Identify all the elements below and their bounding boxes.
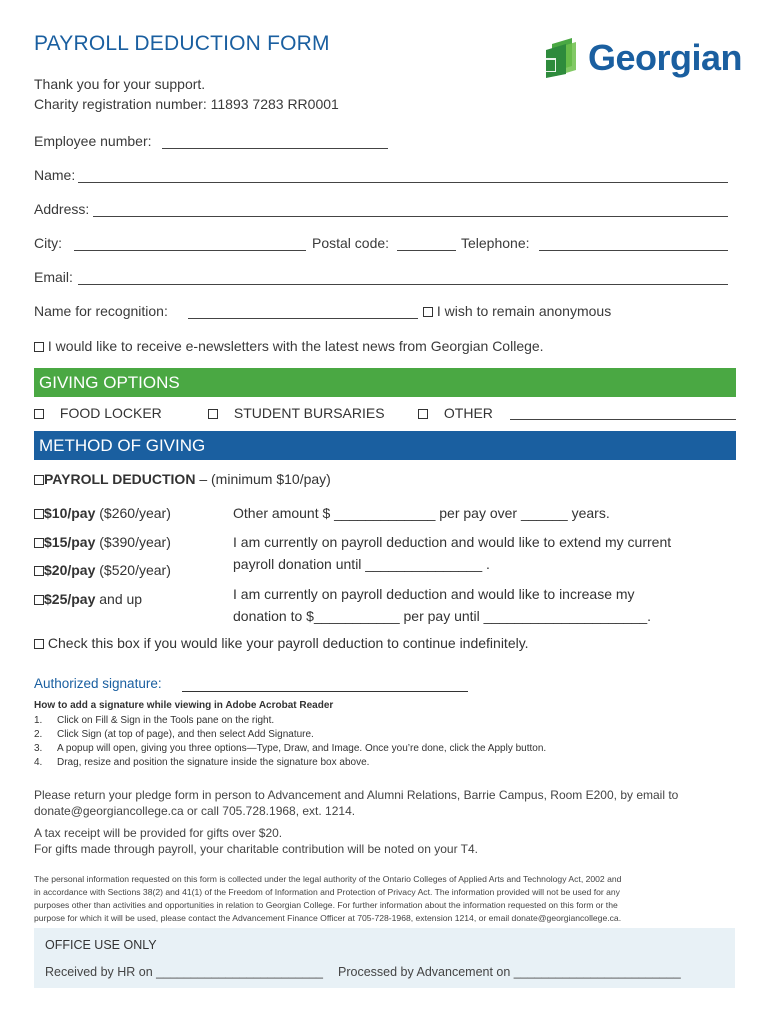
processed-by-advancement[interactable]: Processed by Advancement on ________________________ [338, 965, 681, 979]
twentyfive-and-up: and up [95, 591, 143, 607]
increase-text-line2[interactable]: donation to $___________ per pay until _____________________. [233, 608, 652, 624]
georgian-logo [542, 34, 742, 86]
howto-step-3 [34, 742, 547, 756]
bursaries-label: STUDENT BURSARIES [233, 405, 385, 421]
other-field[interactable] [510, 419, 736, 420]
fifteen-per-pay-label: $15/pay [44, 534, 96, 550]
step-number: 1. [34, 715, 43, 726]
indefinite-label: Check this box if you would like your payroll deduction to continue indefinitely. [47, 635, 529, 651]
payroll-minimum-text: – (minimum $10/pay) [195, 471, 331, 487]
step-number: 4. [34, 757, 43, 768]
postal-code-label: Postal code: [312, 235, 390, 251]
privacy-line3: purposes other than activities and opportunities in relation to Georgian College. For further information about the information requested on this form or the [34, 900, 618, 910]
return-info-line2: donate@georgiancollege.ca or call 705.728.1968, ext. 1214. [34, 804, 356, 818]
fifteen-per-pay-checkbox[interactable] [34, 538, 44, 548]
address-label: Address: [34, 201, 90, 217]
ten-per-pay-year: ($260/year) [95, 505, 171, 521]
fifteen-per-pay-option[interactable] [34, 534, 171, 550]
newsletter-checkbox[interactable] [34, 342, 44, 352]
step-text: A popup will open, giving you three options—Type, Draw, and Image. Once you’re done, click the Apply button. [57, 743, 547, 754]
recognition-field[interactable] [188, 318, 418, 319]
twenty-per-pay-year: ($520/year) [95, 562, 171, 578]
other-amount-text[interactable]: Other amount $ _____________ per pay over ______ years. [233, 505, 610, 521]
twenty-per-pay-option[interactable] [34, 562, 171, 578]
method-of-giving-header: METHOD OF GIVING [34, 431, 736, 460]
ten-per-pay-checkbox[interactable] [34, 509, 44, 519]
logo-wordmark: Georgian [588, 37, 743, 78]
payroll-deduction-option[interactable] [34, 471, 331, 487]
fifteen-per-pay-year: ($390/year) [95, 534, 171, 550]
signature-field[interactable] [182, 691, 468, 692]
employee-number-field[interactable] [162, 148, 388, 149]
food-locker-option[interactable] [34, 405, 162, 421]
form-title: PAYROLL DEDUCTION FORM [34, 32, 330, 55]
other-option[interactable] [418, 405, 493, 421]
food-locker-checkbox[interactable] [34, 409, 44, 419]
other-checkbox[interactable] [418, 409, 428, 419]
newsletter-label: I would like to receive e-newsletters with the latest news from Georgian College. [47, 338, 544, 354]
received-by-hr[interactable]: Received by HR on ________________________ [45, 965, 324, 979]
employee-number-label: Employee number: [34, 133, 152, 149]
name-field[interactable] [78, 182, 728, 183]
indefinite-checkbox[interactable] [34, 639, 44, 649]
email-field[interactable] [78, 284, 728, 285]
twenty-per-pay-label: $20/pay [44, 562, 96, 578]
privacy-line2: in accordance with Sections 38(2) and 41(1) of the Freedom of Information and Protection of Privacy Act. The information provided will not be used for any [34, 887, 620, 897]
extend-text-line1: I am currently on payroll deduction and would like to extend my current [233, 534, 672, 550]
return-info-line1: Please return your pledge form in person to Advancement and Alumni Relations, Barrie Campus, Room E200, by email to [34, 788, 679, 802]
twentyfive-per-pay-label: $25/pay [44, 591, 96, 607]
twenty-per-pay-checkbox[interactable] [34, 566, 44, 576]
address-field[interactable] [93, 216, 728, 217]
name-label: Name: [34, 167, 76, 183]
authorized-signature-label: Authorized signature: [34, 676, 162, 691]
recognition-label: Name for recognition: [34, 303, 168, 319]
telephone-field[interactable] [539, 250, 728, 251]
payroll-deduction-label: PAYROLL DEDUCTION [44, 471, 196, 487]
anonymous-label: I wish to remain anonymous [436, 303, 612, 319]
office-use-box [34, 928, 735, 988]
twentyfive-per-pay-checkbox[interactable] [34, 595, 44, 605]
giving-options-header: GIVING OPTIONS [34, 368, 736, 397]
payroll-deduction-checkbox[interactable] [34, 475, 44, 485]
postal-code-field[interactable] [397, 250, 456, 251]
howto-step-4 [34, 756, 370, 770]
bursaries-checkbox[interactable] [208, 409, 218, 419]
step-number: 2. [34, 729, 43, 740]
bursaries-option[interactable] [208, 405, 385, 421]
indefinite-option[interactable] [34, 635, 529, 651]
extend-text-line2[interactable]: payroll donation until _______________ . [233, 556, 490, 572]
step-number: 3. [34, 743, 43, 754]
howto-title: How to add a signature while viewing in Adobe Acrobat Reader [34, 700, 334, 711]
ten-per-pay-option[interactable] [34, 505, 171, 521]
privacy-line1: The personal information requested on this form is collected under the legal authority of the Ontario Colleges of Applied Arts and Technology Act, 2002 and [34, 874, 622, 884]
privacy-line4: purpose for which it will be used, please contact the Advancement Finance Officer at 705-728-1968, extension 1214, or email donate@georgiancollege.ca. [34, 913, 622, 923]
office-use-heading: OFFICE USE ONLY [45, 938, 157, 952]
anonymous-checkbox[interactable] [423, 307, 433, 317]
step-text: Click Sign (at top of page), and then select Add Signature. [57, 729, 314, 740]
charity-number: Charity registration number: 11893 7283 RR0001 [34, 96, 339, 112]
thanks-text: Thank you for your support. [34, 76, 206, 92]
email-label: Email: [34, 269, 73, 285]
ten-per-pay-label: $10/pay [44, 505, 96, 521]
howto-step-2 [34, 728, 314, 742]
howto-step-1 [34, 714, 275, 728]
t4-text: For gifts made through payroll, your charitable contribution will be noted on your T4. [34, 842, 479, 856]
step-text: Drag, resize and position the signature inside the signature box above. [57, 757, 370, 768]
step-text: Click on Fill & Sign in the Tools pane on the right. [57, 715, 275, 726]
twentyfive-per-pay-option[interactable] [34, 591, 142, 607]
telephone-label: Telephone: [461, 235, 530, 251]
increase-text-line1: I am currently on payroll deduction and would like to increase my [233, 586, 635, 602]
anonymous-option[interactable] [423, 303, 611, 319]
city-field[interactable] [74, 250, 306, 251]
city-label: City: [34, 235, 62, 251]
logo-mark-icon [542, 36, 586, 80]
newsletter-option[interactable] [34, 338, 544, 354]
food-locker-label: FOOD LOCKER [59, 405, 162, 421]
other-label: OTHER [443, 405, 493, 421]
tax-receipt-text: A tax receipt will be provided for gifts over $20. [34, 826, 283, 840]
